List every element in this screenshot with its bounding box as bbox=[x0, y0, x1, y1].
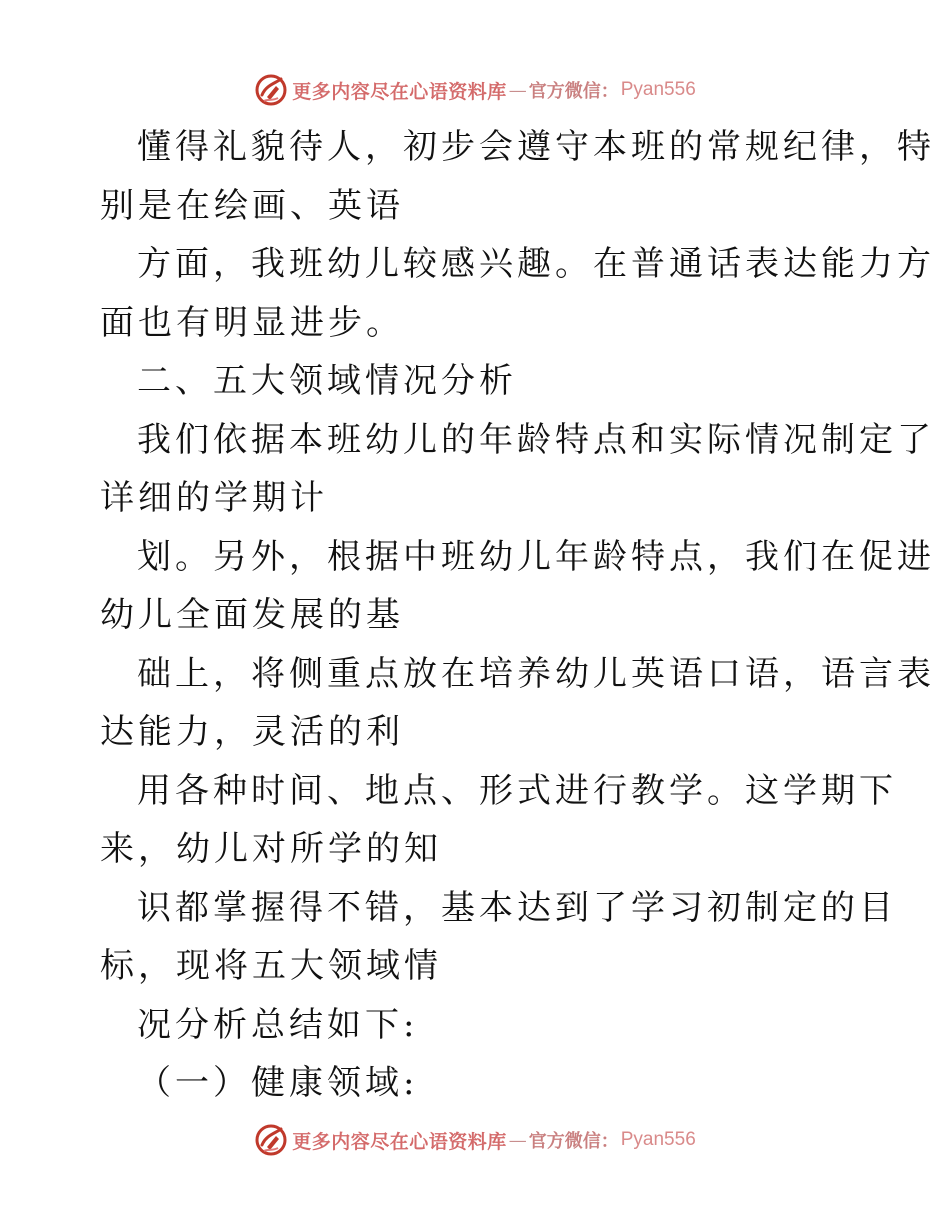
footer-banner bbox=[0, 1120, 950, 1160]
text-line: 来，幼儿对所学的知 bbox=[100, 829, 442, 869]
header-banner bbox=[0, 70, 950, 110]
document-body bbox=[100, 118, 935, 1113]
text-line: 况分析总结如下: bbox=[137, 1004, 419, 1045]
text-line: 我们依据本班幼儿的年龄特点和实际情况制定了 bbox=[137, 419, 935, 460]
footer-banner-content bbox=[254, 1123, 696, 1157]
text-line: 识都掌握得不错，基本达到了学习初制定的目 bbox=[137, 887, 897, 928]
text-line: 懂得礼貌待人，初步会遵守本班的常规纪律，特 bbox=[137, 127, 935, 167]
subsection-heading: （一）健康领域: bbox=[137, 1063, 419, 1103]
banner-wechat-label: 官方微信： bbox=[528, 81, 619, 102]
text-line: 用各种时间、地点、形式进行教学。这学期下 bbox=[137, 770, 897, 811]
text-line: 划。另外，根据中班幼儿年龄特点，我们在促进 bbox=[137, 536, 935, 577]
pen-swirl-logo-icon bbox=[254, 1123, 288, 1157]
banner-separator: — bbox=[508, 1129, 527, 1151]
banner-title: 更多内容尽在心语资料库 bbox=[292, 1130, 507, 1153]
pen-swirl-logo-icon bbox=[254, 73, 288, 107]
header-banner-content bbox=[254, 73, 696, 107]
banner-title: 更多内容尽在心语资料库 bbox=[292, 80, 507, 103]
banner-wechat-id: Pyan556 bbox=[620, 79, 696, 100]
text-line: 标，现将五大领域情 bbox=[100, 946, 442, 986]
text-line: 别是在绘画、英语 bbox=[100, 185, 404, 226]
text-line: 面也有明显进步。 bbox=[100, 302, 404, 343]
text-line: 方面，我班幼儿较感兴趣。在普通话表达能力方 bbox=[137, 244, 935, 284]
section-heading: 二、五大领域情况分析 bbox=[137, 361, 517, 401]
banner-wechat-label: 官方微信： bbox=[528, 1131, 619, 1152]
text-line: 础上，将侧重点放在培养幼儿英语口语，语言表 bbox=[137, 653, 935, 694]
banner-separator: — bbox=[508, 79, 527, 101]
text-line: 幼儿全面发展的基 bbox=[100, 595, 404, 635]
text-line: 详细的学期计 bbox=[100, 478, 328, 518]
banner-wechat-id: Pyan556 bbox=[620, 1129, 696, 1150]
text-line: 达能力，灵活的利 bbox=[100, 712, 404, 752]
